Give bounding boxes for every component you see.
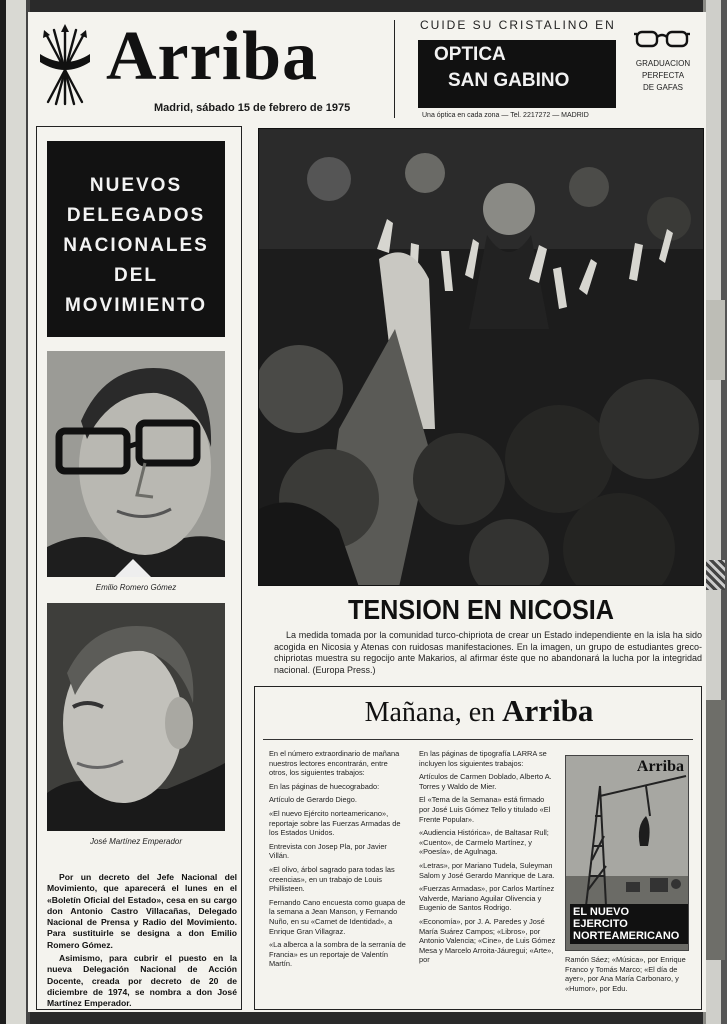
mini-logo: Arriba bbox=[636, 758, 684, 775]
ad-side-text bbox=[626, 58, 700, 94]
tension-headline: TENSION EN NICOSIA bbox=[347, 594, 615, 625]
article-paragraph: Asimismo, para cubrir el puesto en la nueva Delegación Nacional de Acción Docente, creada por decreto de 20 de diciembre de 1974, se nombra a don José Martínez Emperador. bbox=[47, 953, 237, 1009]
article-paragraph: Por un decreto del Jefe Nacional del Movimiento, que aparecerá el lunes en el «Boletín Oficial del Estado», cesa en su cargo don Antonio Castro Villacañas, Delegado Nacional de Prensa y Radio del Movimiento. Para sustituirle se designa a don Emilio Romero Gómez. bbox=[47, 872, 237, 950]
headline-line: NACIONALES bbox=[63, 235, 209, 256]
caption-emilio-romero: Emilio Romero Gómez bbox=[95, 583, 177, 592]
manana-title-brand: Arriba bbox=[502, 693, 594, 728]
headline-line: DELEGADOS bbox=[66, 205, 206, 226]
manana-item: «Letras», por Mariano Tudela, Suleyman Salom y José Gerardo Manrique de Lara. bbox=[419, 860, 555, 880]
left-column bbox=[36, 126, 242, 1010]
manana-item: «Audiencia Histórica», de Baltasar Rull; «Cuento», de Carmelo Martínez, y «Poesía», de Agulnaga. bbox=[419, 828, 549, 857]
ad-name-line1: OPTICA bbox=[434, 44, 506, 65]
portrait-jose-martinez bbox=[47, 603, 225, 831]
newspaper-logo: Arriba bbox=[106, 18, 319, 95]
left-binding-edge bbox=[0, 0, 30, 1024]
delegados-article-body bbox=[47, 872, 237, 1012]
manana-item: «Fuerzas Armadas», por Carlos Martínez Valverde, Mariano Aguilar Olivencia y Eugenio de Santos Rodrigo. bbox=[419, 884, 555, 913]
manana-divider bbox=[263, 739, 693, 740]
manana-item: Artículo de Gerardo Diego. bbox=[269, 795, 357, 805]
newspaper-page bbox=[28, 12, 706, 1012]
manana-column-2 bbox=[419, 749, 557, 969]
manana-en-arriba-box bbox=[254, 686, 702, 1010]
manana-item: Fernando Cano encuesta como guapa de la semana a Jean Manson, y Fernando Nuño, en su «Carnet de Identidad», a Enrique Gran Villagraz. bbox=[269, 897, 406, 936]
portrait-emilio-romero bbox=[47, 351, 225, 577]
headline-line: DEL bbox=[114, 265, 158, 286]
manana-item: En el número extraordinario de mañana nuestros lectores encontrarán, entre otros, los siguientes trabajos: bbox=[269, 749, 400, 778]
manana-item: «Economía», por J. A. Paredes y José María Suárez Campos; «Libros», por Antonio Valencia; «Cine», de Luis Gómez Mesa y Marcelo Arroita-Jáuregui; «Arte», por bbox=[419, 916, 556, 965]
manana-title bbox=[255, 693, 703, 729]
delegados-headline-box bbox=[47, 141, 225, 337]
manana-item: En las páginas de huecograbado: bbox=[269, 781, 380, 791]
manana-item: Entrevista con Josep Pla, por Javier Villán. bbox=[269, 841, 387, 861]
ad-side-line: PERFECTA bbox=[641, 71, 685, 80]
caption-jose-martinez: José Martínez Emperador bbox=[89, 837, 183, 846]
ad-name-line2: SAN GABINO bbox=[448, 70, 570, 91]
manana-item: «El nuevo Ejército norteamericano», reportaje sobre las Fuerzas Armadas de los Estados Unidos. bbox=[269, 808, 401, 838]
manana-item: En las páginas de tipografía LARRA se incluyen los siguientes trabajos: bbox=[419, 749, 547, 768]
manana-title-prefix: Mañana, en bbox=[364, 697, 496, 728]
headline-line: NUEVOS bbox=[89, 175, 183, 196]
mini-headline: EL NUEVO EJERCITO NORTEAMERICANO bbox=[570, 904, 688, 944]
ad-side-line: DE GAFAS bbox=[642, 83, 683, 92]
manana-item: Artículos de Carmen Doblado, Alberto A. Torres y Waldo de Mier. bbox=[419, 772, 552, 791]
glasses-icon bbox=[634, 28, 690, 50]
masthead bbox=[28, 12, 706, 124]
optica-advertisement bbox=[400, 18, 702, 120]
masthead-divider bbox=[394, 20, 395, 118]
mini-caption: Ramón Sáez; «Música», por Enrique Franco y Tomás Marco; «El día de ayer», por Ana María Carbonaro, y «Humor», por Edu. bbox=[565, 955, 686, 993]
tension-caption: La medida tomada por la comunidad turco-chipriota de crear un Estado independiente en la isla ha sido acogida en Nicosia y Atenas con ruidosas manifestaciones. En la imagen, un grupo de estudiantes greco-chipriotas muestra su regocijo ante Makarios, al afirmar éste que no abandonará la lucha por la integridad nacional. (Europa Press.) bbox=[274, 630, 702, 675]
ad-tagline: CUIDE SU CRISTALINO EN bbox=[420, 18, 616, 32]
ad-footer: Una óptica en cada zona — Tel. 2217272 — MADRID bbox=[422, 112, 589, 119]
yoke-and-arrows-icon bbox=[36, 24, 94, 108]
mini-front-page-preview bbox=[565, 755, 689, 951]
dateline: Madrid, sábado 15 de febrero de 1975 bbox=[154, 102, 351, 114]
manana-column-1 bbox=[269, 749, 407, 973]
nicosia-crowd-photo bbox=[258, 128, 704, 586]
right-binding-edge bbox=[703, 0, 727, 1024]
manana-item: «El olivo, árbol sagrado para todas las creencias», en un trabajo de Louis Phillisteen. bbox=[269, 864, 395, 894]
manana-item: El «Tema de la Semana» está firmado por José Luis Gómez Tello y titulado «El Frente Popular». bbox=[419, 795, 551, 824]
headline-line: MOVIMIENTO bbox=[64, 295, 208, 316]
manana-item: «La alberca a la sombra de la serranía de Francia» es un reportaje de Valentín Martín. bbox=[269, 940, 406, 969]
ad-name-box bbox=[418, 40, 616, 108]
ad-side-line: GRADUACION bbox=[635, 59, 691, 68]
